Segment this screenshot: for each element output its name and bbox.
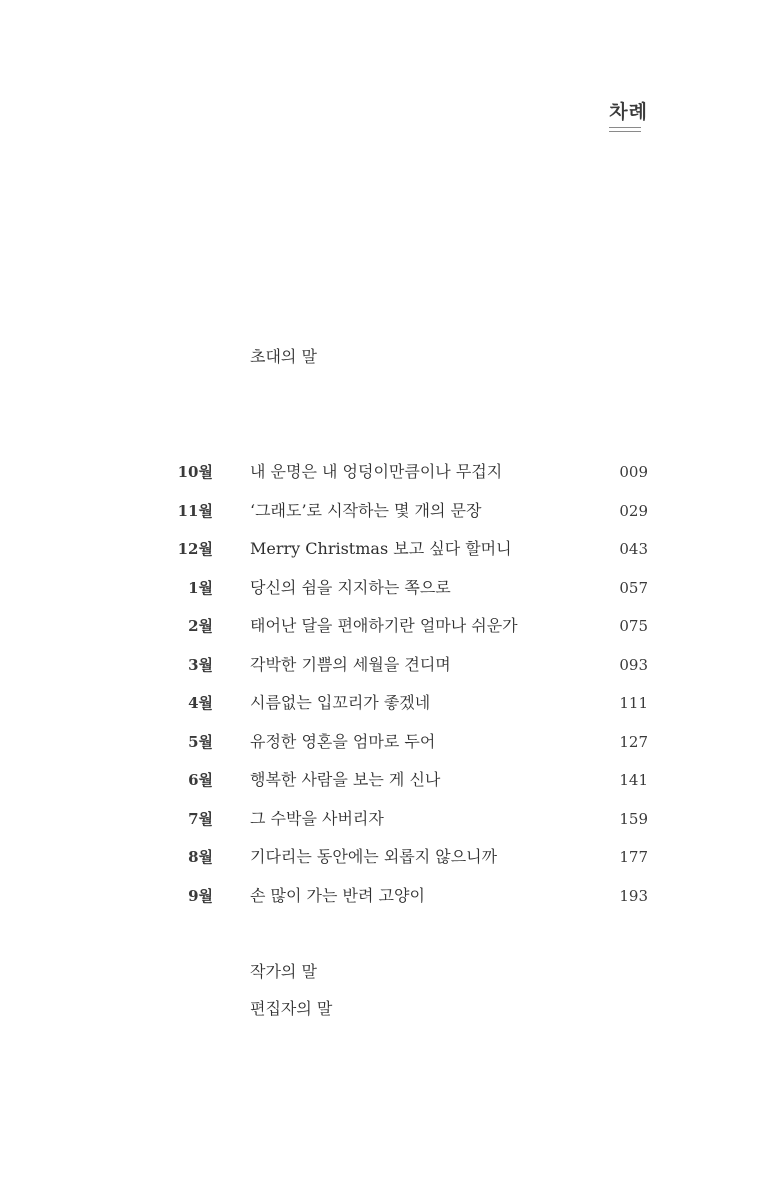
toc-month: 9월 bbox=[188, 886, 213, 905]
toc-page-number: 141 bbox=[619, 771, 648, 789]
toc-page-number: 177 bbox=[619, 848, 648, 866]
toc-page-number: 159 bbox=[619, 809, 648, 828]
toc-month: 12월 bbox=[177, 540, 213, 558]
toc-title: 행복한 사람을 보는 게 신나 bbox=[250, 770, 441, 789]
toc-page-number: 075 bbox=[619, 617, 648, 635]
toc-page-number: 111 bbox=[619, 694, 648, 712]
toc-title: Merry Christmas 보고 싶다 할머니 bbox=[250, 539, 512, 558]
toc-page-number: 043 bbox=[619, 540, 648, 558]
toc-month: 2월 bbox=[188, 617, 213, 635]
toc-page-number: 009 bbox=[619, 463, 648, 481]
toc-row[interactable] bbox=[170, 576, 650, 615]
toc-row[interactable] bbox=[170, 807, 650, 846]
page-title: 차례 bbox=[609, 101, 648, 123]
toc-row[interactable] bbox=[170, 845, 650, 884]
toc-row[interactable] bbox=[170, 499, 650, 538]
toc-title: 손 많이 가는 반려 고양이 bbox=[250, 885, 425, 905]
author-note-entry[interactable]: 작가의 말 bbox=[250, 962, 317, 981]
toc-row[interactable] bbox=[170, 460, 650, 499]
toc-header bbox=[609, 100, 648, 132]
toc-month: 10월 bbox=[177, 463, 213, 481]
toc-page-number: 193 bbox=[619, 886, 648, 905]
toc-month: 5월 bbox=[188, 732, 213, 751]
toc-row[interactable] bbox=[170, 768, 650, 807]
toc-page-number: 093 bbox=[619, 655, 648, 674]
toc-row[interactable] bbox=[170, 730, 650, 769]
toc-month: 7월 bbox=[188, 809, 213, 828]
toc-month: 3월 bbox=[188, 655, 213, 674]
toc-month: 6월 bbox=[188, 771, 213, 789]
toc-month: 8월 bbox=[188, 848, 213, 866]
intro-entry[interactable]: 초대의 말 bbox=[250, 347, 317, 366]
toc-month: 4월 bbox=[188, 694, 213, 712]
toc-page-number: 029 bbox=[619, 501, 648, 520]
toc-title: 그 수박을 사버리자 bbox=[250, 808, 384, 828]
toc-list bbox=[170, 460, 650, 922]
title-underline bbox=[609, 127, 641, 132]
outro-section bbox=[250, 960, 332, 1034]
toc-title: 유정한 영혼을 엄마로 두어 bbox=[250, 731, 436, 751]
toc-row[interactable] bbox=[170, 691, 650, 730]
toc-title: 당신의 쉼을 지지하는 쪽으로 bbox=[250, 577, 451, 597]
toc-title: 각박한 기쁨의 세월을 견디며 bbox=[250, 654, 451, 674]
toc-title: ‘그래도’로 시작하는 몇 개의 문장 bbox=[250, 500, 482, 520]
toc-page-number: 057 bbox=[619, 578, 648, 597]
toc-month: 11월 bbox=[177, 501, 213, 520]
toc-row[interactable] bbox=[170, 884, 650, 923]
editor-note-entry[interactable]: 편집자의 말 bbox=[250, 999, 333, 1018]
toc-month: 1월 bbox=[188, 578, 213, 597]
toc-title: 내 운명은 내 엉덩이만큼이나 무겁지 bbox=[250, 462, 503, 481]
toc-title: 기다리는 동안에는 외롭지 않으니까 bbox=[250, 847, 498, 866]
toc-title: 시름없는 입꼬리가 좋겠네 bbox=[250, 693, 431, 712]
toc-row[interactable] bbox=[170, 653, 650, 692]
toc-title: 태어난 달을 편애하기란 얼마나 쉬운가 bbox=[250, 616, 518, 635]
toc-page-number: 127 bbox=[619, 732, 648, 751]
toc-row[interactable] bbox=[170, 537, 650, 576]
toc-row[interactable] bbox=[170, 614, 650, 653]
